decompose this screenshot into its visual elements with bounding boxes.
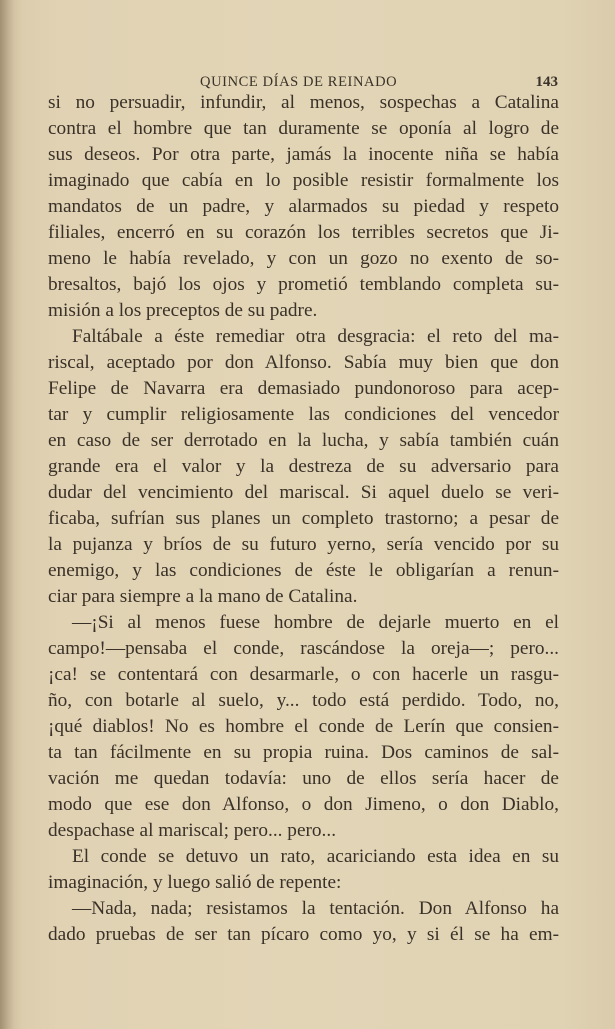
text-line: filiales, encerró en su corazón los terribles secretos que Ji-: [48, 222, 559, 243]
text-line: dado pruebas de ser tan pícaro como yo, y si él se ha em-: [48, 924, 559, 945]
text-line: vación me quedan todavía: uno de ellos sería hacer de: [48, 768, 559, 789]
text-line: en caso de ser derrotado en la lucha, y sabía también cuán: [48, 430, 559, 451]
text-line: ¡ca! se contentará con desarmarle, o con hacerle un rasgu-: [48, 664, 559, 685]
page-number: 143: [535, 74, 558, 90]
text-line: El conde se detuvo un rato, acariciando esta idea en su: [72, 846, 559, 867]
text-line: ficaba, sufrían sus planes un completo trastorno; a pesar de: [48, 508, 559, 529]
text-line: si no persuadir, infundir, al menos, sospechas a Catalina: [48, 92, 559, 113]
text-line: imaginación, y luego salió de repente:: [48, 872, 342, 893]
text-line: la pujanza y bríos de su futuro yerno, sería vencido por su: [48, 534, 559, 555]
text-line: meno le había revelado, y con un gozo no exento de so-: [48, 248, 559, 269]
text-line: ño, con botarle al suelo, y... todo está perdido. Todo, no,: [48, 690, 559, 711]
text-line: ta tan fácilmente en su propia ruina. Dos caminos de sal-: [48, 742, 559, 763]
text-line: Faltábale a éste remediar otra desgracia: el reto del ma-: [72, 326, 559, 347]
text-line: mandatos de un padre, y alarmados su piedad y respeto: [48, 196, 559, 217]
text-line: modo que ese don Alfonso, o don Jimeno, o don Diablo,: [48, 794, 559, 815]
text-line: riscal, aceptado por don Alfonso. Sabía muy bien que don: [48, 352, 559, 373]
text-line: ciar para siempre a la mano de Catalina.: [48, 586, 358, 607]
text-line: campo!—pensaba el conde, rascándose la oreja—; pero...: [48, 638, 559, 659]
text-line: tar y cumplir religiosamente las condiciones del vencedor: [48, 404, 559, 425]
text-line: ¡qué diablos! No es hombre el conde de Lerín que consien-: [48, 716, 559, 737]
text-line: sus deseos. Por otra parte, jamás la inocente niña se había: [48, 144, 559, 165]
page-gutter-shadow: [0, 0, 14, 1029]
text-line: Felipe de Navarra era demasiado pundonoroso para acep-: [48, 378, 559, 399]
text-line: grande era el valor y la destreza de su adversario para: [48, 456, 559, 477]
running-title: QUINCE DÍAS DE REINADO: [200, 74, 398, 90]
text-line: enemigo, y las condiciones de éste le obligarían a renun-: [48, 560, 559, 581]
text-line: bresaltos, bajó los ojos y prometió temblando completa su-: [48, 274, 559, 295]
text-line: —¡Si al menos fuese hombre de dejarle muerto en el: [72, 612, 559, 633]
text-line: despachase al mariscal; pero... pero...: [48, 820, 337, 841]
text-line: misión a los preceptos de su padre.: [48, 300, 318, 321]
text-line: dudar del vencimiento del mariscal. Si aquel duelo se veri-: [48, 482, 559, 503]
text-line: imaginado que cabía en lo posible resistir formalmente los: [48, 170, 559, 191]
text-line: contra el hombre que tan duramente se oponía al logro de: [48, 118, 559, 139]
text-line: —Nada, nada; resistamos la tentación. Don Alfonso ha: [72, 898, 559, 919]
body-text: [48, 90, 559, 948]
